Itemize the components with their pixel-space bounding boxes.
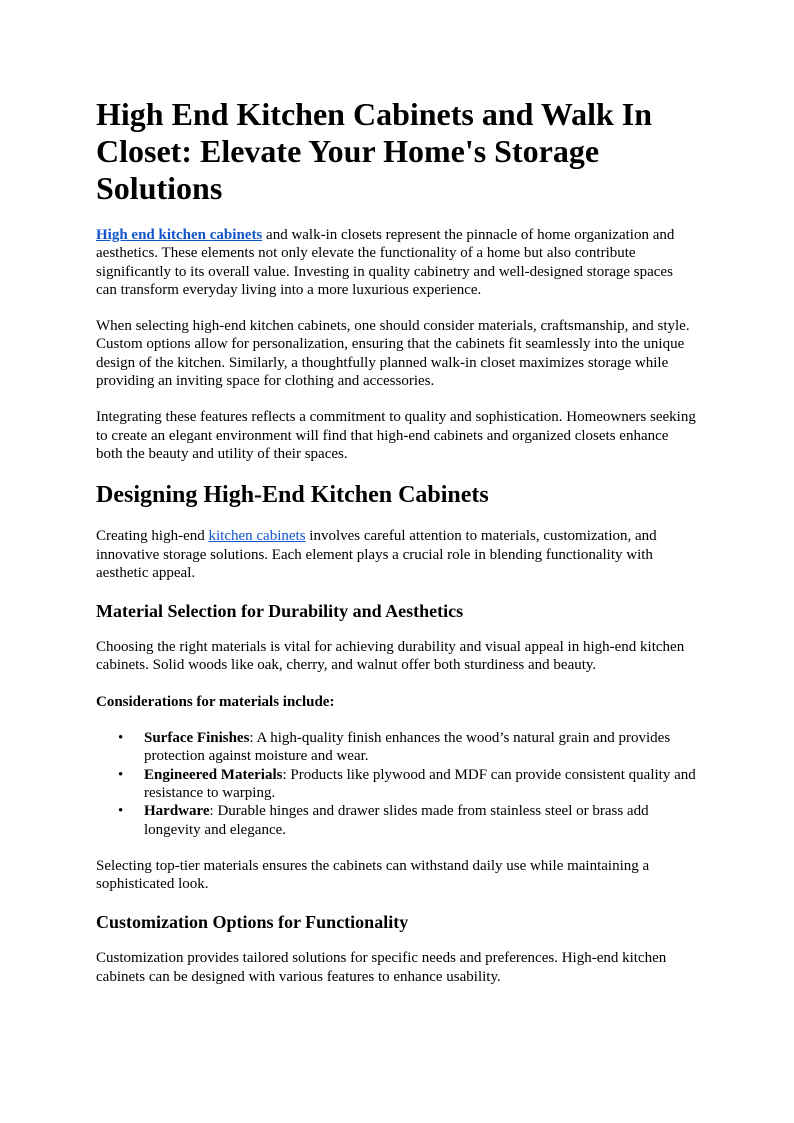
intro-paragraph-1 — [96, 226, 696, 299]
kitchen-cabinets-link[interactable]: kitchen cabinets — [208, 528, 306, 545]
list-item — [118, 729, 696, 766]
designing-paragraph-rest: involves careful attention to materials, customization, and innovative storage solutions. Each element plays a crucial role in blending functionality with aesthetic appeal. — [96, 528, 657, 581]
intro-paragraph-1-text: and walk-in closets represent the pinnacle of home organization and aesthetics. These elements not only elevate the functionality of a home but also contribute significantly to its overall value. Investing in quality cabinetry and well-designed storage spaces can transform everyday living into a more luxurious experience. — [96, 227, 675, 298]
document-page — [96, 96, 696, 1004]
materials-closing-paragraph: Selecting top-tier materials ensures the cabinets can withstand daily use while maintaining a sophisticated look. — [96, 857, 650, 893]
list-item-desc: : Products like plywood and MDF can provide consistent quality and resistance to warping. — [144, 766, 696, 801]
list-item-term: Engineered Materials — [144, 766, 283, 783]
list-item-term: Hardware — [144, 803, 210, 820]
designing-paragraph — [96, 527, 696, 582]
bullet-icon: • — [118, 803, 124, 820]
materials-list — [96, 729, 696, 839]
page-title: High End Kitchen Cabinets and Walk In Closet: Elevate Your Home's Storage Solutions — [96, 96, 653, 206]
bullet-icon: • — [118, 766, 124, 783]
considerations-label: Considerations for materials include: — [96, 693, 335, 710]
materials-paragraph: Choosing the right materials is vital for achieving durability and visual appeal in high-end kitchen cabinets. Solid woods like oak, cherry, and walnut offer both sturdiness and beauty. — [96, 639, 685, 674]
list-item — [118, 766, 696, 803]
designing-paragraph-start: Creating high-end — [96, 528, 209, 545]
high-end-kitchen-cabinets-link[interactable]: High end kitchen cabinets — [96, 227, 263, 243]
section-heading-designing: Designing High-End Kitchen Cabinets — [96, 482, 489, 509]
bullet-icon: • — [118, 730, 124, 747]
intro-paragraph-2: When selecting high-end kitchen cabinets, one should consider materials, craftsmanship, and style. Custom options allow for personalization, ensuring that the cabinets fit seamlessly into the unique design of the kitchen. Similarly, a thoughtfully planned walk-in closet maximizes storage while providing an inviting space for clothing and accessories. — [96, 318, 690, 390]
list-item — [118, 802, 696, 839]
subheading-materials: Material Selection for Durability and Aesthetics — [96, 601, 464, 622]
list-item-desc: : A high-quality finish enhances the wood’s natural grain and provides protection against moisture and wear. — [144, 730, 671, 765]
customization-paragraph: Customization provides tailored solutions for specific needs and preferences. High-end kitchen cabinets can be designed with various features to enhance usability. — [96, 950, 667, 985]
subheading-customization: Customization Options for Functionality — [96, 912, 409, 933]
list-item-term: Surface Finishes — [144, 730, 250, 747]
intro-paragraph-3: Integrating these features reflects a commitment to quality and sophistication. Homeowners seeking to create an elegant environment will find that high-end cabinets and organized closets enhance both the beauty and utility of their spaces. — [96, 409, 696, 462]
list-item-desc: : Durable hinges and drawer slides made from stainless steel or brass add longevity and elegance. — [144, 803, 649, 838]
